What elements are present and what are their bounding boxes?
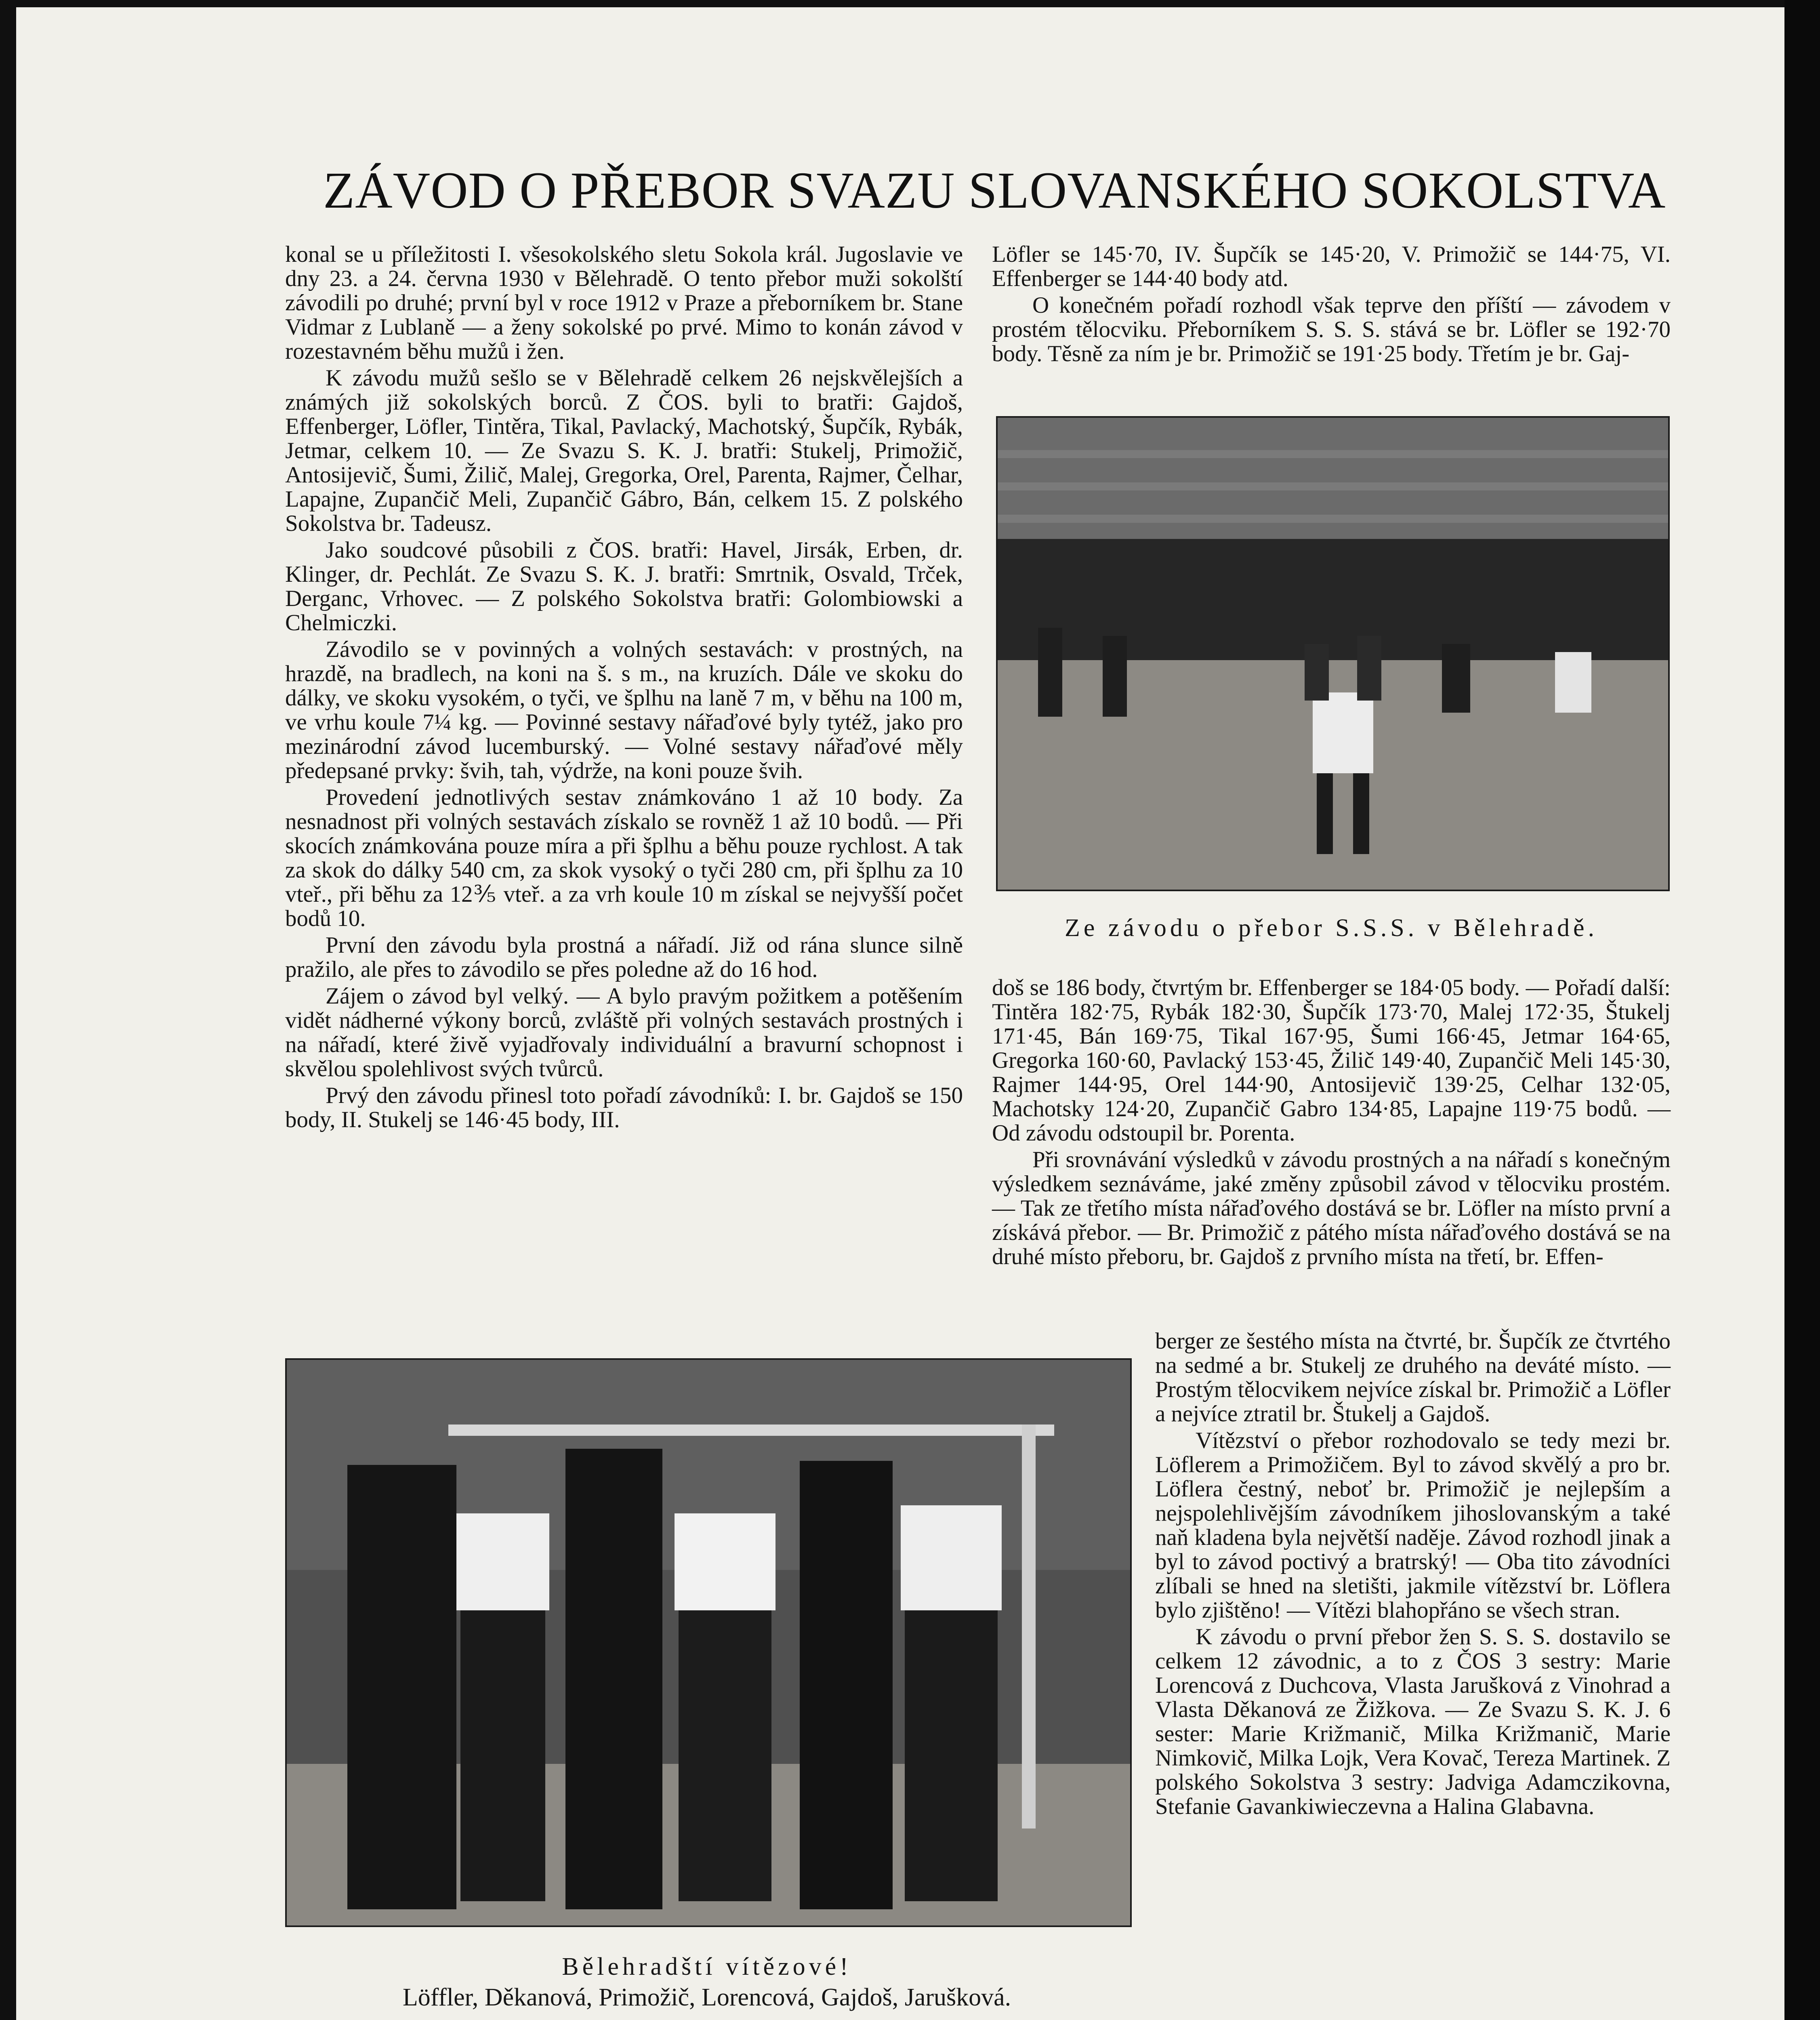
paragraph: K závodu mužů sešlo se v Bělehradě celkem 26 nejskvělejších a známých již sokolských borců. Z ČOS. byli to bratři: Gajdoš, Effenberger, Löfler, Tintěra, Tikal, Pavlacký, Machotský, Šupčík, Rybák, Jetmar, celkem 10. — Ze Svazu S. K. J. bratři: Stukelj, Primožič, Antosijevič, Šumi, Žilič, Malej, Gregorka, Orel, Parenta, Rajmer, Čelhar, Lapajne, Zupančič Meli, Zupančič Gábro, Bán, celkem 15. Z polského Sokolstva br. Tadeusz. — [285, 365, 963, 536]
caption-names: Löffler, Děkanová, Primožič, Lorencová, Gajdoš, Jarušková. — [402, 1984, 1011, 2011]
article-column-right-top — [992, 242, 1671, 368]
paragraph: Löfler se 145·70, IV. Šupčík se 145·20, V. Primožič se 144·75, VI. Effenberger se 144·40 body atd. — [992, 242, 1671, 291]
photo-caption-competition: Ze závodu o přebor S.S.S. v Bělehradě. — [1065, 914, 1598, 942]
photo-winners-group — [285, 1358, 1132, 1927]
paragraph: První den závodu byla prostná a nářadí. Již od rána slunce silně pražilo, ale přes to závodilo se přes poledne až do 16 hod. — [285, 932, 963, 982]
paragraph: Vítězství o přebor rozhodovalo se tedy mezi br. Löflerem a Primožičem. Byl to závod skvělý a pro br. Löflera čestný, neboť br. Primožič je nejlepším a nejspolehlivějším závodníkem jihoslovanským a také naň kladena byla největší naděje. Závod rozhodl jinak a byl to závod poctivý a bratrský! — Oba tito závodníci zlíbali se hned na sletišti, jakmile vítězství br. Löflera bylo zjištěno! — Vítězi blahopřáno se všech stran. — [1155, 1428, 1671, 1623]
photo-winners-illustration — [287, 1360, 1130, 1925]
paragraph: Provedení jednotlivých sestav známkováno 1 až 10 body. Za nesnadnost při volných sestavách získalo se rovněž 1 až 10 bodů. — Při skocích známkována pouze míra a při šplhu a běhu pouze rychlost. A tak za skok do dálky 540 cm, za skok vysoký o tyči 280 cm, při šplhu za 10 vteř., při běhu za 12⅗ vteř. a za vrh koule 10 m získal se nejvyšší počet bodů 10. — [285, 785, 963, 931]
paragraph: Závodilo se v povinných a volných sestavách: v prostných, na hrazdě, na bradlech, na koni na š. s m., na kruzích. Dále ve skoku do dálky, ve skoku vysokém, o tyči, ve šplhu na laně 7 m, v běhu na 100 m, ve vrhu koule 7¼ kg. — Povinné sestavy nářaďové byly tytéž, jako pro mezinárodní závod lucemburský. — Volné sestavy nářaďové měly předepsané prvky: švih, tah, výdrže, na koni pouze švih. — [285, 637, 963, 783]
article-column-right-middle — [992, 976, 1671, 1271]
paragraph: Prvý den závodu přinesl toto pořadí závodníků: I. br. Gajdoš se 150 body, II. Stukelj se 146·45 body, III. — [285, 1083, 963, 1132]
paragraph: Zájem o závod byl velký. — A bylo pravým požitkem a potěšením vidět nádherné výkony borců, zvláště při volných sestavách prostných i na nářadí, které živě vyjadřovaly individuální a bravurní schopnost i skvělou spolehlivost svých tvůrců. — [285, 983, 963, 1082]
paragraph: konal se u příležitosti I. všesokolského sletu Sokola král. Jugoslavie ve dny 23. a 24. června 1930 v Bělehradě. O tento přebor muži sokolští závodili po druhé; první byl v roce 1912 v Praze a přeborníkem br. Stane Vidmar z Lublaně — a ženy sokolské po prvé. Mimo to konán závod v rozestavném běhu mužů i žen. — [285, 242, 963, 364]
paragraph: O konečném pořadí rozhodl však teprve den příští — závodem v prostém tělocviku. Přeborníkem S. S. S. stává se br. Löfler se 192·70 body. Těsně za ním je br. Primožič se 191·25 body. Třetím je br. Gaj- — [992, 292, 1671, 366]
paragraph: Jako soudcové působili z ČOS. bratři: Havel, Jirsák, Erben, dr. Klinger, dr. Pechlát. Ze Svazu S. K. J. bratři: Smrtnik, Osvald, Trček, Derganc, Vrhovec. — Z polského Sokolstva bratři: Golombiowski a Chelmiczki. — [285, 537, 963, 635]
paragraph: berger ze šestého místa na čtvrté, br. Šupčík ze čtvrtého na sedmé a br. Stukelj ze druhého na deváté místo. — Prostým tělocvikem nejvíce získal br. Primožič a Löfler a nejvíce ztratil br. Štukelj a Gajdoš. — [1155, 1328, 1671, 1427]
photo-handstand-illustration — [998, 418, 1668, 890]
paragraph: Při srovnávání výsledků v závodu prostných a na nářadí s konečným výsledkem seznáváme, jaké změny způsobil závod v tělocviku prostém. — Tak ze třetího místa nářaďového dostává se br. Löfler na místo první a získává přebor. — Br. Primožič z pátého místa nářaďového dostává se na druhé místo přeboru, br. Gajdoš z prvního místa na třetí, br. Effen- — [992, 1147, 1671, 1269]
page-edge-shadow — [1784, 0, 1820, 2020]
article-column-right-bottom — [1155, 1329, 1671, 1821]
paragraph: doš se 186 body, čtvrtým br. Effenberger se 184·05 body. — Pořadí další: Tintěra 182·75, Rybák 182·30, Šupčík 173·70, Malej 172·35, Štukelj 171·45, Bán 169·75, Tikal 167·95, Šumi 166·45, Jetmar 164·65, Gregorka 160·60, Pavlacký 153·45, Žilič 149·40, Zupančič Meli 145·30, Rajmer 144·95, Orel 144·90, Antosijevič 139·25, Celhar 132·05, Machotsky 124·20, Zupančič Gabro 134·85, Lapajne 119·75 bodů. — Od závodu odstoupil br. Porenta. — [992, 975, 1671, 1146]
article-title: ZÁVOD O PŘEBOR SVAZU SLOVANSKÉHO SOKOLSTVA — [323, 162, 1666, 219]
paragraph: K závodu o první přebor žen S. S. S. dostavilo se celkem 12 závodnic, a to z ČOS 3 sestry: Marie Lorencová z Duchcova, Vlasta Jarušková z Vinohrad a Vlasta Děkanová ze Žižkova. — Ze Svazu S. K. J. 6 sester: Marie Križmanič, Milka Križmanič, Marie Nimkovič, Milka Lojk, Vera Kovač, Tereza Martinek. Z polského Sokolstva 3 sestry: Jadviga Adamczikovna, Stefanie Gavankiwieczevna a Halina Glabavna. — [1155, 1624, 1671, 1819]
photo-caption-winners — [285, 1951, 1129, 2013]
article-column-left — [285, 242, 963, 1134]
caption-heading: Bělehradští vítězové! — [562, 1953, 852, 1980]
photo-competition-handstand — [996, 416, 1670, 891]
